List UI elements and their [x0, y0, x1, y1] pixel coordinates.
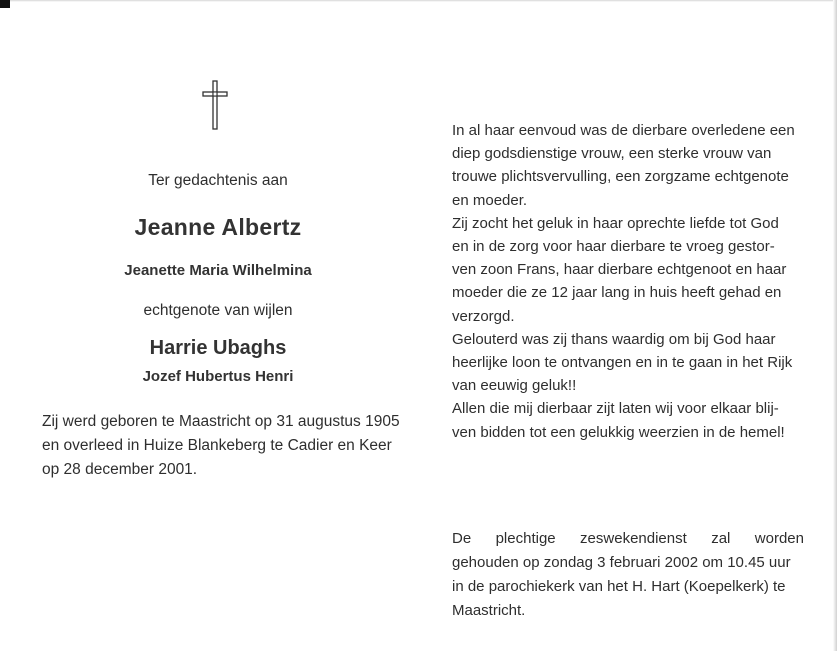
spouse-given-names: Jozef Hubertus Henri [142, 368, 294, 385]
meditation-line: Allen die mij dierbaar zijt laten wij voor elkaar blij- [452, 400, 779, 418]
meditation-line: van eeuwig geluk!! [452, 377, 577, 395]
spouse-name: Harrie Ubaghs [149, 337, 287, 359]
memorial-right-panel [452, 119, 812, 619]
meditation-line: Gelouterd was zij thans waardig om bij God haar [452, 330, 776, 348]
latin-cross-icon [202, 80, 228, 130]
service-line: De plechtige zeswekendienst zal worden [452, 530, 804, 547]
meditation-line: heerlijke loon te ontvangen en in te gaan in het Rijk [452, 354, 793, 372]
meditation-line: In al haar eenvoud was de dierbare overledene een [452, 122, 795, 139]
service-line: gehouden op zondag 3 februari 2002 om 10.45 uur [452, 554, 791, 571]
bio-line: op 28 december 2001. [42, 461, 198, 478]
meditation-line: verzorgd. [452, 307, 515, 325]
deceased-name: Jeanne Albertz [134, 214, 302, 240]
bio-line: en overleed in Huize Blankeberg te Cadier en Keer [42, 437, 392, 454]
meditation-line: diep godsdienstige vrouw, een sterke vrouw van [452, 145, 772, 163]
bio-line: Zij werd geboren te Maastricht op 31 augustus 1905 [42, 413, 400, 430]
service-announcement [452, 527, 804, 623]
deceased-given-names: Jeanette Maria Wilhelmina [124, 262, 312, 279]
memorial-intro: Ter gedachtenis aan [148, 172, 288, 189]
meditation-line: ven bidden tot een gelukkig weerzien in de hemel! [452, 423, 785, 441]
meditation-line: en moeder. [452, 191, 528, 209]
scan-corner-mark [0, 0, 10, 8]
scan-edge-right [833, 0, 837, 651]
meditation-line: trouwe plichtsvervulling, een zorgzame echtgenote [452, 168, 789, 186]
spouse-intro: echtgenote van wijlen [143, 302, 293, 319]
meditation-text [452, 119, 812, 444]
service-line: in de parochiekerk van het H. Hart (Koepelkerk) te [452, 578, 786, 595]
biography [42, 410, 402, 482]
meditation-line: moeder die ze 12 jaar lang in huis heeft gehad en [452, 284, 782, 302]
meditation-line: Zij zocht het geluk in haar oprechte liefde tot God [452, 214, 779, 232]
meditation-line: en in de zorg voor haar dierbare te vroeg gestor- [452, 238, 775, 256]
service-line: Maastricht. [452, 602, 526, 619]
scan-edge-top [0, 0, 837, 2]
meditation-line: ven zoon Frans, haar dierbare echtgenoot en haar [452, 261, 787, 279]
